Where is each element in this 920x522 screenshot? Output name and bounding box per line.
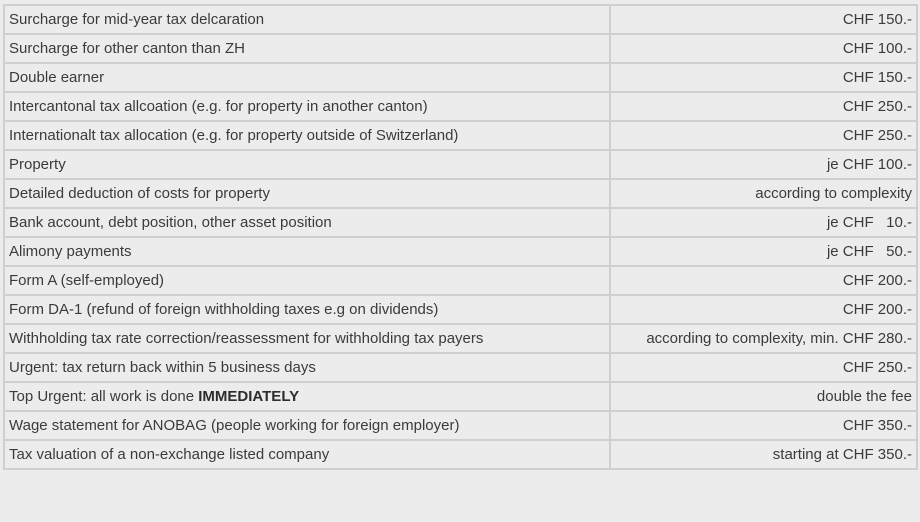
fee-description: Form DA-1 (refund of foreign withholding taxes e.g on dividends)	[4, 295, 610, 324]
fee-price: starting at CHF 350.-	[610, 440, 917, 469]
table-row	[4, 121, 917, 150]
fee-price: according to complexity, min. CHF 280.-	[610, 324, 917, 353]
fee-description: Surcharge for mid-year tax delcaration	[4, 5, 610, 34]
fee-price: CHF 250.-	[610, 92, 917, 121]
table-row	[4, 353, 917, 382]
fee-price: je CHF 50.-	[610, 237, 917, 266]
fee-description: Form A (self-employed)	[4, 266, 610, 295]
table-row	[4, 150, 917, 179]
table-row	[4, 92, 917, 121]
table-row	[4, 208, 917, 237]
fee-price: CHF 200.-	[610, 266, 917, 295]
fee-price: CHF 150.-	[610, 63, 917, 92]
fee-price: CHF 250.-	[610, 353, 917, 382]
fee-description: Intercantonal tax allcoation (e.g. for property in another canton)	[4, 92, 610, 121]
table-row	[4, 382, 917, 411]
fee-description: Bank account, debt position, other asset position	[4, 208, 610, 237]
fee-description: Withholding tax rate correction/reassessment for withholding tax payers	[4, 324, 610, 353]
fee-description: Double earner	[4, 63, 610, 92]
fee-description: Property	[4, 150, 610, 179]
fee-description-text: Top Urgent: all work is done	[9, 388, 199, 405]
fee-price: je CHF 100.-	[610, 150, 917, 179]
fee-description: Wage statement for ANOBAG (people working for foreign employer)	[4, 411, 610, 440]
fee-price: CHF 150.-	[610, 5, 917, 34]
table-row	[4, 295, 917, 324]
fee-price: CHF 100.-	[610, 34, 917, 63]
fee-description: Urgent: tax return back within 5 business days	[4, 353, 610, 382]
table-row	[4, 34, 917, 63]
table-row	[4, 63, 917, 92]
table-row	[4, 324, 917, 353]
fee-description-emphasis: IMMEDIATELY	[198, 388, 300, 405]
fee-price: CHF 200.-	[610, 295, 917, 324]
table-row	[4, 411, 917, 440]
fee-description: Detailed deduction of costs for property	[4, 179, 610, 208]
fee-price: je CHF 10.-	[610, 208, 917, 237]
table-row	[4, 237, 917, 266]
fee-description: Surcharge for other canton than ZH	[4, 34, 610, 63]
table-row	[4, 5, 917, 34]
fee-price: double the fee	[610, 382, 917, 411]
table-row	[4, 266, 917, 295]
table-row	[4, 179, 917, 208]
fee-description	[4, 382, 610, 411]
fee-price: CHF 350.-	[610, 411, 917, 440]
fee-table	[3, 4, 918, 470]
fee-price: CHF 250.-	[610, 121, 917, 150]
fee-description: Alimony payments	[4, 237, 610, 266]
fee-description: Internationalt tax allocation (e.g. for property outside of Switzerland)	[4, 121, 610, 150]
fee-price: according to complexity	[610, 179, 917, 208]
table-row	[4, 440, 917, 469]
fee-description: Tax valuation of a non-exchange listed company	[4, 440, 610, 469]
